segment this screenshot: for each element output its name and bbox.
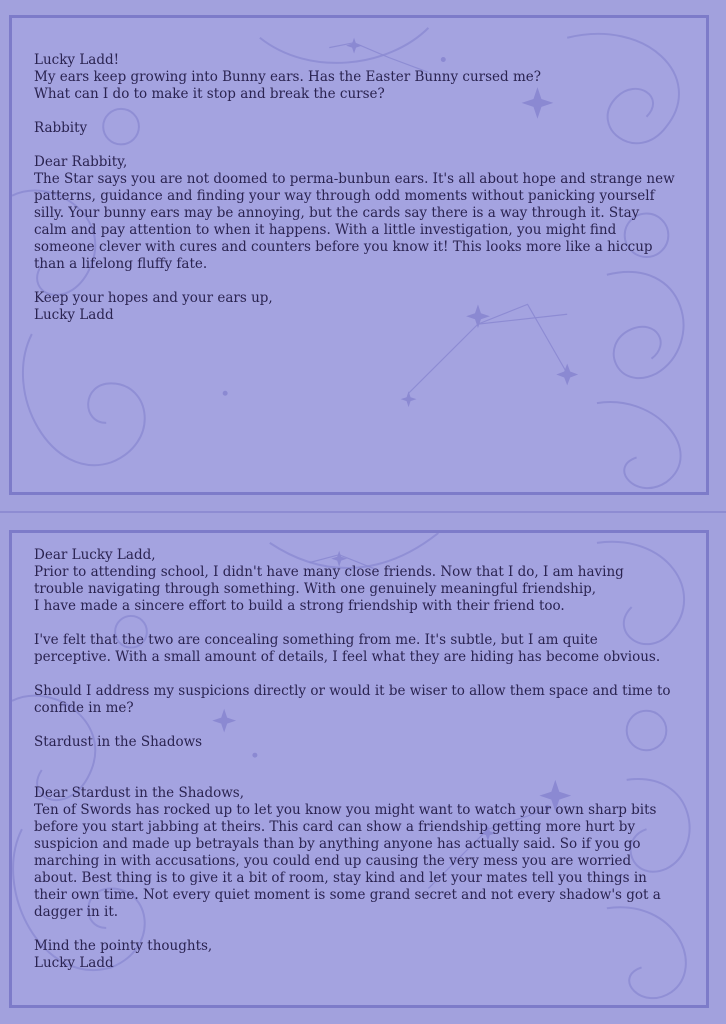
answer-signoff xyxy=(34,938,676,972)
answer-greeting: Dear Rabbity, xyxy=(34,154,128,170)
question-signature: Stardust in the Shadows xyxy=(34,734,203,750)
question-body: My ears keep growing into Bunny ears. Has the Easter Bunny cursed me? What can I do to make it stop and break the curse? xyxy=(34,69,541,102)
question-para-1: Prior to attending school, I didn't have many close friends. Now that I do, I am having trouble navigating through something. With one genuinely meaningful friendship, I have made a sincere effort to build a strong friendship with their friend too. xyxy=(34,564,624,614)
answer-signature: Lucky Ladd xyxy=(34,955,114,971)
question-text xyxy=(34,52,676,103)
answer-body: Ten of Swords has rocked up to let you know you might want to watch your own sharp bits before you start jabbing at theirs. This card can show a friendship getting more hurt by suspicion and made up betrayals than by anything anyone has actually said. So if you go marching in with accusations, you could end up causing the very mess you are worried about. Best thing is to give it a bit of room, stay kind and let your mates tell you things in their own time. Not every quiet moment is some grand secret and not every shadow's got a dagger in it. xyxy=(34,802,661,920)
question-text xyxy=(34,547,676,615)
card-divider xyxy=(0,511,726,513)
question-greeting: Lucky Ladd! xyxy=(34,52,120,68)
letter-content-top xyxy=(34,52,676,341)
question-para-3: Should I address my suspicions directly or would it be wiser to allow them space and time to confide in me? xyxy=(34,683,671,716)
question-para-2: I've felt that the two are concealing something from me. It's subtle, but I am quite perceptive. With a small amount of details, I feel what they are hiding has become obvious. xyxy=(34,632,661,665)
answer-signoff xyxy=(34,290,676,324)
question-signature: Rabbity xyxy=(34,120,88,136)
letter-content-bottom xyxy=(34,547,676,989)
question-greeting: Dear Lucky Ladd, xyxy=(34,547,156,563)
answer-greeting: Dear Stardust in the Shadows, xyxy=(34,785,245,801)
answer-text xyxy=(34,154,676,273)
letter-card-top xyxy=(9,15,709,495)
answer-text xyxy=(34,785,676,921)
answer-body: The Star says you are not doomed to perma-bunbun ears. It's all about hope and strange new patterns, guidance and finding your way through odd moments without panicking yourself silly. Your bunny ears may be annoying, but the cards say there is a way through it. Stay calm and pay attention to when it happens. With a little investigation, you might find someone clever with cures and counters before you know it! This looks more like a hiccup than a lifelong fluffy fate. xyxy=(34,171,675,272)
answer-closing: Keep your hopes and your ears up, xyxy=(34,290,273,306)
answer-signature: Lucky Ladd xyxy=(34,307,114,323)
answer-closing: Mind the pointy thoughts, xyxy=(34,938,213,954)
letter-card-bottom xyxy=(9,530,709,1008)
